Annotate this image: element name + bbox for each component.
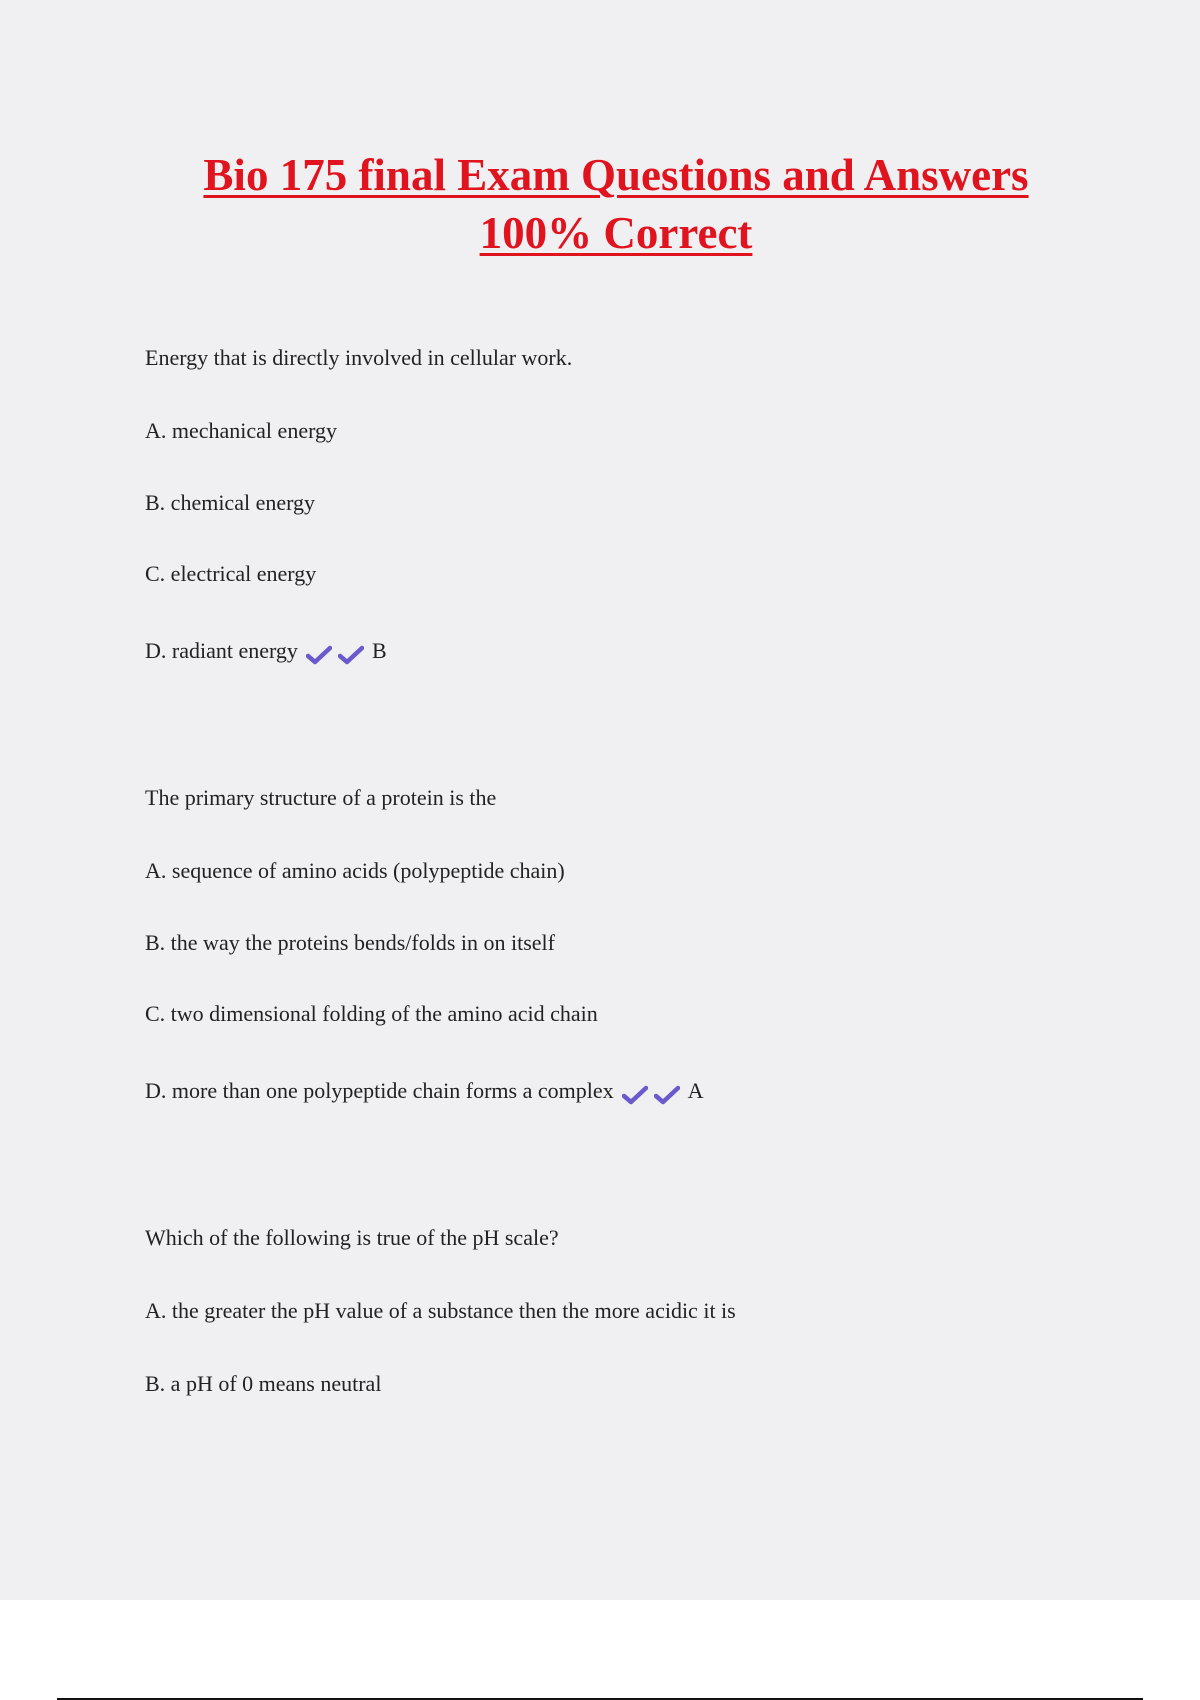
check-icon (338, 645, 364, 665)
question-2-option-d-row (145, 1077, 703, 1107)
question-3-prompt: Which of the following is true of the pH scale? (145, 1225, 559, 1250)
document-title (0, 146, 1200, 262)
check-icon (306, 645, 332, 665)
question-2-answer: A (687, 1078, 704, 1103)
title-line-2: 100% Correct (479, 208, 753, 258)
answer-marks (622, 1079, 686, 1107)
question-1-option-d: D. radiant energy (145, 638, 298, 663)
question-3-option-b: B. a pH of 0 means neutral (145, 1371, 382, 1396)
question-1-option-c: C. electrical energy (145, 561, 317, 586)
question-2-option-a: A. sequence of amino acids (polypeptide chain) (145, 858, 565, 883)
check-icon (654, 1085, 680, 1105)
question-1-option-d-row (145, 637, 387, 667)
check-icon (622, 1085, 648, 1105)
question-2-option-d: D. more than one polypeptide chain forms a complex (145, 1078, 614, 1103)
title-line-1: Bio 175 final Exam Questions and Answers (203, 150, 1029, 200)
question-1-answer: B (371, 638, 387, 663)
question-1-option-b: B. chemical energy (145, 490, 316, 515)
question-1-option-a: A. mechanical energy (145, 418, 338, 443)
question-3-option-a: A. the greater the pH value of a substance then the more acidic it is (145, 1298, 736, 1323)
question-2-prompt: The primary structure of a protein is the (145, 785, 497, 810)
answer-marks (306, 639, 370, 667)
question-2-option-b: B. the way the proteins bends/folds in on itself (145, 930, 555, 955)
question-1-prompt: Energy that is directly involved in cellular work. (145, 345, 573, 370)
question-2-option-c: C. two dimensional folding of the amino acid chain (145, 1001, 598, 1026)
